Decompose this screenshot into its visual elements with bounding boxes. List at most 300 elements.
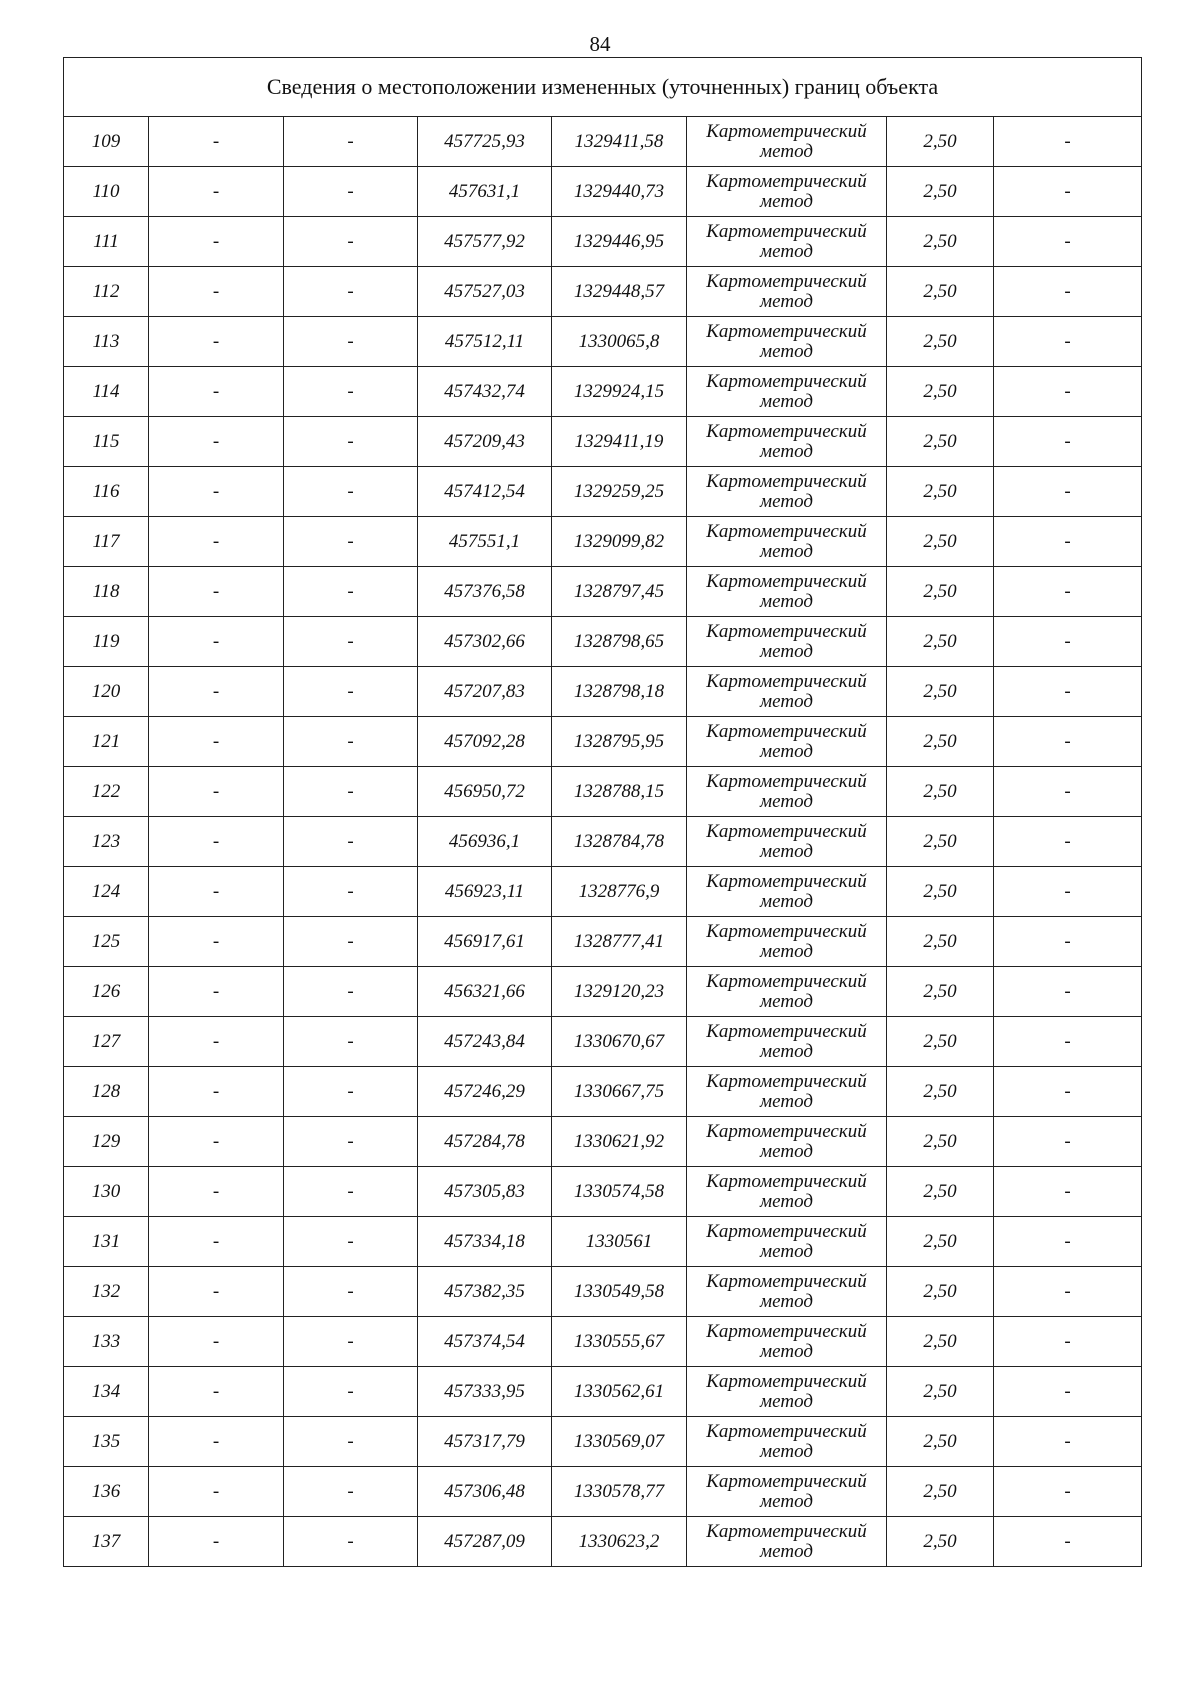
method-line-1: Картометрический <box>706 570 867 592</box>
accuracy-cell: 2,50 <box>887 467 994 517</box>
accuracy-cell: 2,50 <box>887 417 994 467</box>
method-line-1: Картометрический <box>706 370 867 392</box>
coordinate-y-cell: 1329448,57 <box>552 267 687 317</box>
coordinate-y-cell: 1328797,45 <box>552 567 687 617</box>
accuracy-cell: 2,50 <box>887 1117 994 1167</box>
dash-cell: - <box>284 417 418 467</box>
method-cell <box>687 1117 887 1167</box>
point-number-cell: 123 <box>64 817 149 867</box>
method-line-2: метод <box>760 640 813 662</box>
coordinate-x-cell: 457305,83 <box>418 1167 552 1217</box>
table-row <box>64 917 1142 967</box>
dash-cell: - <box>994 767 1142 817</box>
accuracy-cell: 2,50 <box>887 517 994 567</box>
method-line-1: Картометрический <box>706 170 867 192</box>
coordinate-x-cell: 457577,92 <box>418 217 552 267</box>
dash-cell: - <box>149 1017 284 1067</box>
method-line-1: Картометрический <box>706 520 867 542</box>
dash-cell: - <box>149 967 284 1017</box>
accuracy-cell: 2,50 <box>887 617 994 667</box>
method-line-2: метод <box>760 190 813 212</box>
dash-cell: - <box>994 1167 1142 1217</box>
coordinate-x-cell: 457551,1 <box>418 517 552 567</box>
coordinate-y-cell: 1330574,58 <box>552 1167 687 1217</box>
dash-cell: - <box>149 1417 284 1467</box>
method-line-1: Картометрический <box>706 1170 867 1192</box>
point-number-cell: 120 <box>64 667 149 717</box>
coordinate-y-cell: 1330555,67 <box>552 1317 687 1367</box>
dash-cell: - <box>149 1267 284 1317</box>
method-line-2: метод <box>760 290 813 312</box>
dash-cell: - <box>284 867 418 917</box>
method-cell <box>687 167 887 217</box>
coordinate-y-cell: 1330549,58 <box>552 1267 687 1317</box>
coordinate-y-cell: 1330670,67 <box>552 1017 687 1067</box>
dash-cell: - <box>994 417 1142 467</box>
dash-cell: - <box>994 317 1142 367</box>
method-line-1: Картометрический <box>706 920 867 942</box>
dash-cell: - <box>149 867 284 917</box>
coordinate-y-cell: 1330623,2 <box>552 1517 687 1567</box>
dash-cell: - <box>284 367 418 417</box>
method-line-2: метод <box>760 1040 813 1062</box>
coordinate-x-cell: 456917,61 <box>418 917 552 967</box>
method-line-2: метод <box>760 1140 813 1162</box>
method-line-2: метод <box>760 340 813 362</box>
method-line-2: метод <box>760 390 813 412</box>
method-line-1: Картометрический <box>706 1320 867 1342</box>
method-line-1: Картометрический <box>706 1470 867 1492</box>
coordinate-x-cell: 457334,18 <box>418 1217 552 1267</box>
coordinate-x-cell: 457302,66 <box>418 617 552 667</box>
dash-cell: - <box>994 1417 1142 1467</box>
method-cell <box>687 717 887 767</box>
point-number-cell: 136 <box>64 1467 149 1517</box>
accuracy-cell: 2,50 <box>887 567 994 617</box>
coordinate-y-cell: 1329099,82 <box>552 517 687 567</box>
method-cell <box>687 1367 887 1417</box>
dash-cell: - <box>284 917 418 967</box>
coordinate-x-cell: 457374,54 <box>418 1317 552 1367</box>
dash-cell: - <box>284 717 418 767</box>
dash-cell: - <box>994 1267 1142 1317</box>
method-cell <box>687 1317 887 1367</box>
coordinate-y-cell: 1330569,07 <box>552 1417 687 1467</box>
coordinate-x-cell: 457376,58 <box>418 567 552 617</box>
table-title-row <box>64 58 1142 117</box>
point-number-cell: 133 <box>64 1317 149 1367</box>
point-number-cell: 113 <box>64 317 149 367</box>
method-line-2: метод <box>760 140 813 162</box>
coordinate-y-cell: 1330065,8 <box>552 317 687 367</box>
method-cell <box>687 417 887 467</box>
coordinate-y-cell: 1330578,77 <box>552 1467 687 1517</box>
method-cell <box>687 567 887 617</box>
method-cell <box>687 317 887 367</box>
table-row <box>64 1217 1142 1267</box>
method-cell <box>687 1017 887 1067</box>
method-line-2: метод <box>760 590 813 612</box>
dash-cell: - <box>994 1367 1142 1417</box>
dash-cell: - <box>149 667 284 717</box>
accuracy-cell: 2,50 <box>887 1317 994 1367</box>
point-number-cell: 131 <box>64 1217 149 1267</box>
accuracy-cell: 2,50 <box>887 917 994 967</box>
table-row <box>64 267 1142 317</box>
coordinate-x-cell: 457317,79 <box>418 1417 552 1467</box>
coordinate-y-cell: 1328788,15 <box>552 767 687 817</box>
method-line-1: Картометрический <box>706 120 867 142</box>
method-line-2: метод <box>760 1090 813 1112</box>
method-line-2: метод <box>760 1340 813 1362</box>
method-line-2: метод <box>760 690 813 712</box>
point-number-cell: 124 <box>64 867 149 917</box>
coordinate-y-cell: 1328795,95 <box>552 717 687 767</box>
table-row <box>64 1017 1142 1067</box>
coordinate-y-cell: 1329120,23 <box>552 967 687 1017</box>
dash-cell: - <box>149 517 284 567</box>
coordinate-y-cell: 1328777,41 <box>552 917 687 967</box>
method-line-1: Картометрический <box>706 1020 867 1042</box>
table-row <box>64 317 1142 367</box>
dash-cell: - <box>149 417 284 467</box>
table-row <box>64 367 1142 417</box>
dash-cell: - <box>149 917 284 967</box>
coordinate-x-cell: 456923,11 <box>418 867 552 917</box>
dash-cell: - <box>149 767 284 817</box>
table-row <box>64 167 1142 217</box>
accuracy-cell: 2,50 <box>887 317 994 367</box>
method-line-2: метод <box>760 490 813 512</box>
table-row <box>64 867 1142 917</box>
point-number-cell: 137 <box>64 1517 149 1567</box>
coordinate-y-cell: 1328798,18 <box>552 667 687 717</box>
dash-cell: - <box>149 1067 284 1117</box>
dash-cell: - <box>149 1367 284 1417</box>
dash-cell: - <box>994 1517 1142 1567</box>
coordinate-y-cell: 1330562,61 <box>552 1367 687 1417</box>
dash-cell: - <box>284 1367 418 1417</box>
point-number-cell: 111 <box>64 217 149 267</box>
coordinate-x-cell: 456936,1 <box>418 817 552 867</box>
method-cell <box>687 1417 887 1467</box>
method-cell <box>687 867 887 917</box>
dash-cell: - <box>149 567 284 617</box>
accuracy-cell: 2,50 <box>887 1367 994 1417</box>
dash-cell: - <box>284 167 418 217</box>
dash-cell: - <box>284 1317 418 1367</box>
dash-cell: - <box>994 1317 1142 1367</box>
coordinate-y-cell: 1329411,58 <box>552 117 687 167</box>
point-number-cell: 116 <box>64 467 149 517</box>
method-cell <box>687 1167 887 1217</box>
point-number-cell: 122 <box>64 767 149 817</box>
coordinate-x-cell: 456950,72 <box>418 767 552 817</box>
method-line-2: метод <box>760 790 813 812</box>
table-row <box>64 717 1142 767</box>
method-cell <box>687 1267 887 1317</box>
table-row <box>64 1467 1142 1517</box>
dash-cell: - <box>284 817 418 867</box>
method-line-1: Картометрический <box>706 770 867 792</box>
method-cell <box>687 1067 887 1117</box>
method-line-2: метод <box>760 1290 813 1312</box>
method-line-1: Картометрический <box>706 1270 867 1292</box>
table-row <box>64 417 1142 467</box>
table-row <box>64 467 1142 517</box>
method-cell <box>687 967 887 1017</box>
dash-cell: - <box>994 167 1142 217</box>
coordinate-y-cell: 1329446,95 <box>552 217 687 267</box>
dash-cell: - <box>149 117 284 167</box>
point-number-cell: 125 <box>64 917 149 967</box>
method-line-1: Картометрический <box>706 970 867 992</box>
coordinate-x-cell: 457382,35 <box>418 1267 552 1317</box>
dash-cell: - <box>994 1017 1142 1067</box>
point-number-cell: 127 <box>64 1017 149 1067</box>
dash-cell: - <box>149 367 284 417</box>
accuracy-cell: 2,50 <box>887 1417 994 1467</box>
dash-cell: - <box>149 1217 284 1267</box>
coordinate-x-cell: 457243,84 <box>418 1017 552 1067</box>
dash-cell: - <box>284 217 418 267</box>
point-number-cell: 112 <box>64 267 149 317</box>
method-cell <box>687 767 887 817</box>
dash-cell: - <box>149 817 284 867</box>
method-line-1: Картометрический <box>706 1520 867 1542</box>
accuracy-cell: 2,50 <box>887 1017 994 1067</box>
method-line-1: Картометрический <box>706 620 867 642</box>
dash-cell: - <box>994 1467 1142 1517</box>
table-row <box>64 117 1142 167</box>
method-cell <box>687 817 887 867</box>
coordinate-y-cell: 1330561 <box>552 1217 687 1267</box>
dash-cell: - <box>994 1067 1142 1117</box>
dash-cell: - <box>149 717 284 767</box>
coordinate-y-cell: 1328784,78 <box>552 817 687 867</box>
method-line-1: Картометрический <box>706 870 867 892</box>
method-cell <box>687 217 887 267</box>
coordinate-y-cell: 1328798,65 <box>552 617 687 667</box>
accuracy-cell: 2,50 <box>887 1217 994 1267</box>
dash-cell: - <box>149 467 284 517</box>
accuracy-cell: 2,50 <box>887 667 994 717</box>
point-number-cell: 126 <box>64 967 149 1017</box>
table-row <box>64 1267 1142 1317</box>
method-line-1: Картометрический <box>706 670 867 692</box>
dash-cell: - <box>994 917 1142 967</box>
point-number-cell: 134 <box>64 1367 149 1417</box>
dash-cell: - <box>994 617 1142 667</box>
table-row <box>64 1517 1142 1567</box>
method-line-2: метод <box>760 740 813 762</box>
coordinate-y-cell: 1330667,75 <box>552 1067 687 1117</box>
accuracy-cell: 2,50 <box>887 117 994 167</box>
dash-cell: - <box>149 1467 284 1517</box>
method-line-2: метод <box>760 940 813 962</box>
dash-cell: - <box>149 267 284 317</box>
dash-cell: - <box>149 1167 284 1217</box>
dash-cell: - <box>994 817 1142 867</box>
method-line-1: Картометрический <box>706 470 867 492</box>
dash-cell: - <box>284 517 418 567</box>
point-number-cell: 110 <box>64 167 149 217</box>
dash-cell: - <box>284 567 418 617</box>
coordinate-x-cell: 457306,48 <box>418 1467 552 1517</box>
table-row <box>64 1067 1142 1117</box>
dash-cell: - <box>994 567 1142 617</box>
method-cell <box>687 467 887 517</box>
dash-cell: - <box>994 1117 1142 1167</box>
table-row <box>64 1417 1142 1467</box>
coordinate-y-cell: 1328776,9 <box>552 867 687 917</box>
point-number-cell: 117 <box>64 517 149 567</box>
method-line-1: Картометрический <box>706 1220 867 1242</box>
method-cell <box>687 667 887 717</box>
method-line-1: Картометрический <box>706 320 867 342</box>
dash-cell: - <box>149 1117 284 1167</box>
coordinate-y-cell: 1329259,25 <box>552 467 687 517</box>
accuracy-cell: 2,50 <box>887 367 994 417</box>
table-row <box>64 517 1142 567</box>
coordinate-y-cell: 1329440,73 <box>552 167 687 217</box>
table-row <box>64 817 1142 867</box>
accuracy-cell: 2,50 <box>887 817 994 867</box>
method-line-2: метод <box>760 440 813 462</box>
dash-cell: - <box>994 967 1142 1017</box>
dash-cell: - <box>284 1267 418 1317</box>
point-number-cell: 118 <box>64 567 149 617</box>
point-number-cell: 114 <box>64 367 149 417</box>
method-line-2: метод <box>760 540 813 562</box>
table-row <box>64 567 1142 617</box>
dash-cell: - <box>284 1517 418 1567</box>
method-cell <box>687 117 887 167</box>
table-row <box>64 1167 1142 1217</box>
coordinate-x-cell: 457631,1 <box>418 167 552 217</box>
method-line-2: метод <box>760 990 813 1012</box>
page-number: 84 <box>589 32 611 56</box>
dash-cell: - <box>149 217 284 267</box>
table-row <box>64 217 1142 267</box>
accuracy-cell: 2,50 <box>887 267 994 317</box>
method-line-1: Картометрический <box>706 1120 867 1142</box>
dash-cell: - <box>994 467 1142 517</box>
dash-cell: - <box>994 367 1142 417</box>
table-row <box>64 967 1142 1017</box>
coordinate-x-cell: 457432,74 <box>418 367 552 417</box>
dash-cell: - <box>284 617 418 667</box>
method-line-2: метод <box>760 1540 813 1562</box>
coordinate-x-cell: 457287,09 <box>418 1517 552 1567</box>
dash-cell: - <box>149 617 284 667</box>
dash-cell: - <box>284 967 418 1017</box>
dash-cell: - <box>284 267 418 317</box>
dash-cell: - <box>284 1467 418 1517</box>
method-line-2: метод <box>760 1190 813 1212</box>
accuracy-cell: 2,50 <box>887 1517 994 1567</box>
coordinate-x-cell: 457284,78 <box>418 1117 552 1167</box>
method-line-2: метод <box>760 1440 813 1462</box>
table-row <box>64 1317 1142 1367</box>
coordinate-x-cell: 457246,29 <box>418 1067 552 1117</box>
coordinate-x-cell: 457725,93 <box>418 117 552 167</box>
method-cell <box>687 517 887 567</box>
accuracy-cell: 2,50 <box>887 717 994 767</box>
point-number-cell: 130 <box>64 1167 149 1217</box>
method-line-1: Картометрический <box>706 820 867 842</box>
coordinate-x-cell: 457333,95 <box>418 1367 552 1417</box>
accuracy-cell: 2,50 <box>887 1167 994 1217</box>
coordinate-y-cell: 1330621,92 <box>552 1117 687 1167</box>
point-number-cell: 119 <box>64 617 149 667</box>
accuracy-cell: 2,50 <box>887 1467 994 1517</box>
method-cell <box>687 1517 887 1567</box>
method-cell <box>687 1217 887 1267</box>
table-row <box>64 617 1142 667</box>
dash-cell: - <box>284 467 418 517</box>
method-line-1: Картометрический <box>706 220 867 242</box>
coordinate-x-cell: 457527,03 <box>418 267 552 317</box>
accuracy-cell: 2,50 <box>887 767 994 817</box>
dash-cell: - <box>284 667 418 717</box>
coordinate-y-cell: 1329411,19 <box>552 417 687 467</box>
point-number-cell: 129 <box>64 1117 149 1167</box>
method-line-2: метод <box>760 240 813 262</box>
table-row <box>64 1117 1142 1167</box>
method-cell <box>687 267 887 317</box>
point-number-cell: 128 <box>64 1067 149 1117</box>
accuracy-cell: 2,50 <box>887 967 994 1017</box>
coordinate-x-cell: 457092,28 <box>418 717 552 767</box>
coordinate-x-cell: 457512,11 <box>418 317 552 367</box>
boundary-table <box>63 57 1142 1567</box>
point-number-cell: 115 <box>64 417 149 467</box>
method-line-1: Картометрический <box>706 1070 867 1092</box>
accuracy-cell: 2,50 <box>887 217 994 267</box>
dash-cell: - <box>284 1417 418 1467</box>
accuracy-cell: 2,50 <box>887 867 994 917</box>
coordinate-y-cell: 1329924,15 <box>552 367 687 417</box>
table-row <box>64 767 1142 817</box>
accuracy-cell: 2,50 <box>887 1067 994 1117</box>
method-line-1: Картометрический <box>706 1370 867 1392</box>
dash-cell: - <box>284 1217 418 1267</box>
method-line-1: Картометрический <box>706 420 867 442</box>
dash-cell: - <box>284 767 418 817</box>
method-line-2: метод <box>760 840 813 862</box>
dash-cell: - <box>994 717 1142 767</box>
dash-cell: - <box>994 267 1142 317</box>
dash-cell: - <box>994 517 1142 567</box>
dash-cell: - <box>149 317 284 367</box>
point-number-cell: 121 <box>64 717 149 767</box>
dash-cell: - <box>994 867 1142 917</box>
method-line-2: метод <box>760 890 813 912</box>
table-row <box>64 667 1142 717</box>
table-title: Сведения о местоположении измененных (уточненных) границ объекта <box>64 58 1142 117</box>
method-cell <box>687 617 887 667</box>
coordinate-x-cell: 457209,43 <box>418 417 552 467</box>
point-number-cell: 132 <box>64 1267 149 1317</box>
method-line-2: метод <box>760 1240 813 1262</box>
method-line-1: Картометрический <box>706 1420 867 1442</box>
dash-cell: - <box>994 217 1142 267</box>
dash-cell: - <box>284 317 418 367</box>
dash-cell: - <box>284 1167 418 1217</box>
dash-cell: - <box>284 1117 418 1167</box>
method-line-1: Картометрический <box>706 270 867 292</box>
